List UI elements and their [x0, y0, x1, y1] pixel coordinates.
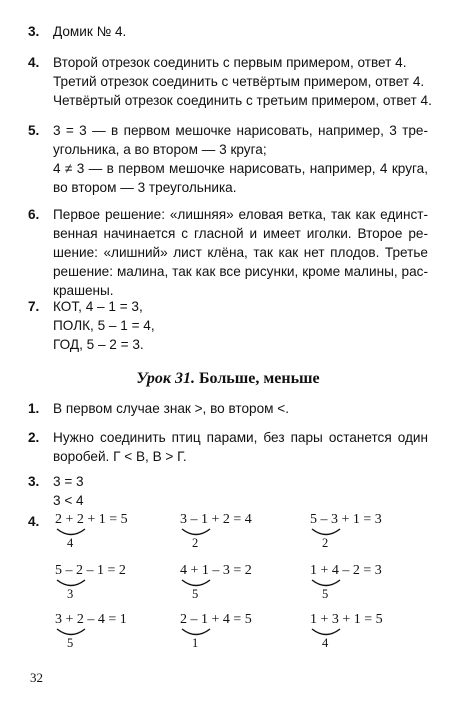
exercise-text-line: Третий отрезок соединить с четвёртым примером, ответ 4. — [53, 74, 425, 89]
example-partial-result: 5 — [67, 636, 74, 650]
example-partial-result: 3 — [67, 587, 74, 601]
exercise-number: 4. — [28, 514, 40, 529]
exercise-text-line: КОТ, 4 – 1 = 3, — [53, 299, 143, 314]
example-expression: 3 + 2 – 4 = 1 — [55, 612, 127, 627]
example-expression: 1 + 3 + 1 = 5 — [310, 612, 383, 627]
example-expression: 3 – 1 + 2 = 4 — [180, 512, 252, 527]
exercise-text-line: 3 < 4 — [53, 493, 84, 508]
exercise-text-line: В первом случае знак >, во втором <. — [53, 401, 290, 416]
page-number: 32 — [30, 670, 43, 685]
example-partial-result: 1 — [192, 636, 199, 650]
exercise-text-line: ГОД, 5 – 2 = 3. — [53, 337, 144, 352]
exercise-text-line: ПОЛК, 5 – 1 = 4, — [53, 318, 155, 333]
example-partial-result: 2 — [192, 536, 199, 550]
example-expression: 2 – 1 + 4 = 5 — [180, 612, 252, 627]
example-expression: 5 – 2 – 1 = 2 — [55, 563, 126, 578]
exercise-text-line: Нужно соединить птиц парами, без пары останется один — [53, 430, 428, 445]
exercise-number: 1. — [28, 401, 40, 416]
example-expression: 4 + 1 – 3 = 2 — [180, 563, 252, 578]
exercise-text-line: Четвёртый отрезок соединить с третьим примером, ответ 4. — [53, 93, 432, 108]
exercise-text-line: воробей. Г < В, В > Г. — [53, 449, 187, 464]
exercise-number: 7. — [28, 299, 40, 314]
example-partial-result: 4 — [322, 636, 329, 650]
example-partial-result: 5 — [322, 587, 329, 601]
lesson-title: Больше, меньше — [198, 370, 320, 387]
exercise-text-line: шение: «лишний» лист клёна, так как нет плодов. Третье — [53, 245, 428, 260]
example-partial-result: 5 — [192, 587, 199, 601]
example-expression: 5 – 3 + 1 = 3 — [310, 512, 382, 527]
lesson-heading — [0, 370, 456, 388]
exercise-number: 3. — [28, 24, 40, 39]
exercise-text-line: 4 ≠ 3 — в первом мешочке нарисовать, например, 4 круга, — [53, 161, 428, 176]
exercise-number: 5. — [28, 123, 40, 138]
exercise-text-line: 3 = 3 — [53, 474, 84, 489]
exercise-text-line: решение: малина, так как все рисунки, кроме малины, рас- — [53, 264, 428, 279]
exercise-text-line: во втором — 3 треугольника. — [53, 180, 237, 195]
example-expression: 2 + 2 + 1 = 5 — [55, 512, 128, 527]
example-expression: 1 + 4 – 2 = 3 — [310, 563, 382, 578]
lesson-label: Урок 31. — [136, 370, 195, 387]
example-partial-result: 2 — [322, 536, 329, 550]
exercise-text-line: венная начинается с гласной и имеет иголки. Второе ре- — [53, 226, 428, 241]
example-partial-result: 4 — [67, 536, 74, 550]
exercise-number: 6. — [28, 207, 40, 222]
exercise-text-line: Первое решение: «лишняя» еловая ветка, так как единст- — [53, 207, 428, 222]
exercise-text-line: крашены. — [53, 283, 114, 298]
exercise-number: 4. — [28, 55, 40, 70]
exercise-number: 3. — [28, 474, 40, 489]
exercise-text-line: Домик № 4. — [53, 24, 127, 39]
exercise-number: 2. — [28, 430, 40, 445]
exercise-text-line: Второй отрезок соединить с первым примером, ответ 4. — [53, 55, 407, 70]
exercise-text-line: 3 = 3 — в первом мешочке нарисовать, например, 3 тре- — [53, 123, 428, 138]
exercise-text-line: угольника, а во втором — 3 круга; — [53, 142, 267, 157]
